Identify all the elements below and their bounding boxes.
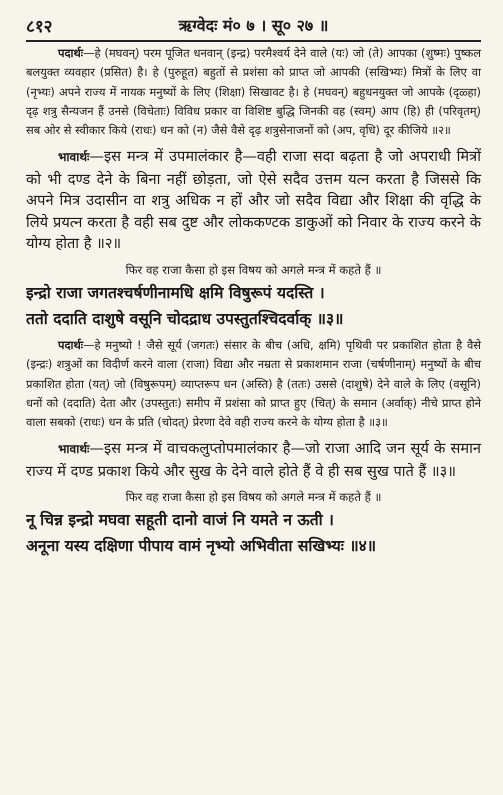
bhavarth-paragraph-1 xyxy=(26,146,481,255)
running-head: ऋग्वेदः मं० ७ । सू० २७ ॥ xyxy=(178,16,329,35)
padarth-text: —हे (मघवन्) परम पूजित धनवान् (इन्द्र) परमैश्वर्य देने वाले (यः) जो (ते) आपका (शुष्मः) पुष्कल बलयुक्त व्यवहार (प्रसित) है। हे (पुरुहूत) बहुतों से प्रशंसा को प्राप्त जो आपकी (सखिभ्यः) मित्रों के लिए वा (नृभ्यः) अपने राज्य में नायक मनुष्यों के लिए (शिक्षा) सिखावट है। हे (मघवन्) बहुधनयुक्त जो आपके (दृळ्हा) दृढ़ शत्रु सैन्यजन हैं उनसे (विचेताः) विविध प्रकार वा विशिष्ट बुद्धि जिनकी वह (स्वम्) आप (हि) ही (परिवृतम्) सब ओर से स्वीकार किये (राधः) धन को (न) जैसे वैसे दृढ़ शत्रुसेनाजनों को (अप, वृधि) दूर कीजिये ॥२॥ xyxy=(26,46,481,138)
padarth-text: —हे मनुष्यो ! जैसे सूर्य (जगतः) संसार के बीच (अधि, क्षमि) पृथिवी पर प्रकाशित होता है वैसे (इन्द्रः) शत्रुओं का विदीर्ण करने वाला (राजा) विद्या और नम्रता से प्रकाशमान राजा (चर्षणीनाम्) मनुष्यों के बीच प्रकाशित होता (यत्) जो (विषुरूपम्) व्याप्तरूप धन (अस्ति) है (ततः) उससे (दाशुषे) देने वाले के लिए (वसूनि) धनों को (ददाति) देता और (उपस्तुतः) समीप में प्रशंसा को प्राप्त हुए (चित्) के समान (अर्वाक्) नीचे प्राप्त होने वाला सबको (राधः) धन के प्रति (चोदत्) प्रेरणा देवे वही राज्य करने के योग्य होता है ॥३॥ xyxy=(26,337,481,430)
page-number: ८१२ xyxy=(26,17,53,37)
bhavarth-label: भावार्थः xyxy=(58,442,90,457)
mantra-intro-2: फिर वह राजा कैसा हो इस विषय को अगले मन्त्र में कहते हैं ॥ xyxy=(125,490,382,505)
bhavarth-label: भावार्थः xyxy=(58,150,90,165)
mantra-4-line-1: नू चिन्न इन्द्रो मघवा सहूती दानो वाजं नि यमते न ऊती । xyxy=(26,511,334,530)
padarth-label: पदार्थः xyxy=(58,46,84,60)
padarth-paragraph-2 xyxy=(26,336,481,432)
mantra-intro-1: फिर वह राजा कैसा हो इस विषय को अगले मन्त्र में कहते हैं ॥ xyxy=(125,262,382,277)
padarth-paragraph-1 xyxy=(26,44,481,140)
bhavarth-paragraph-2 xyxy=(26,438,481,482)
header-rule xyxy=(26,40,481,42)
mantra-3-line-2: ततो ददाति दाशुषे वसूनि चोदद्राध उपस्तुतश्चिदर्वाक् ॥३॥ xyxy=(26,309,344,328)
bhavarth-text: —इस मन्त्र में उपमालंकार है—वही राजा सदा बढ़ता है जो अपराधी मित्रों को भी दण्ड देने के बिना नहीं छोड़ता, जो ऐसे सदैव उत्तम यत्न करता है जिससे कि अपने मित्र उदासीन वा शत्रु अधिक न हों और जो सदैव विद्या और शिक्षा की वृद्धि के लिये प्रयत्न करता है वही सब दुष्ट और लोककण्टक डाकुओं को निवार के राज्य करने के योग्य होता है ॥२॥ xyxy=(26,148,481,253)
mantra-3-line-1: इन्द्रो राजा जगतश्चर्षणीनामधि क्षमि विषुरूपं यदस्ति । xyxy=(26,283,325,302)
bhavarth-text: —इस मन्त्र में वाचकलुप्तोपमालंकार है—जो राजा आदि जन सूर्य के समान राज्य में दण्ड प्रकाश किये और सुख के देने वाले होते हैं वे ही सब सुख पाते हैं ॥३॥ xyxy=(26,440,481,480)
page-header xyxy=(26,10,481,44)
padarth-label: पदार्थः xyxy=(58,337,84,352)
mantra-4-line-2: अनूना यस्य दक्षिणा पीपाय वामं नृभ्यो अभिवीता सखिभ्यः ॥४॥ xyxy=(26,537,377,556)
